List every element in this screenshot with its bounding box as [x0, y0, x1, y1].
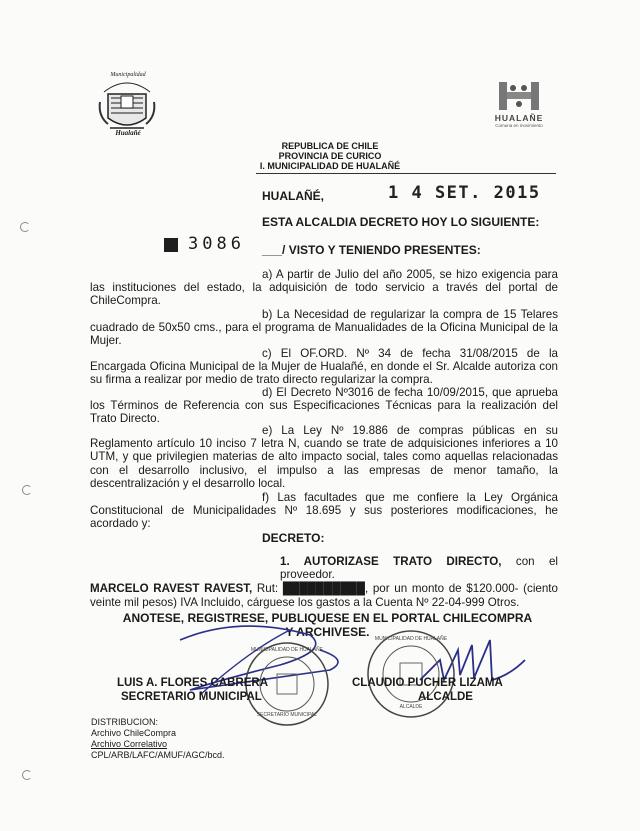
header-municipality: I. MUNICIPALIDAD DE HUALAÑÉ — [259, 161, 401, 171]
mayor-name: CLAUDIO PUCHER LIZAMA — [352, 677, 503, 689]
scan-mark-2 — [22, 485, 32, 495]
resolution-1-body-block — [90, 582, 558, 608]
scan-mark-3 — [22, 770, 32, 780]
decree-intro: ESTA ALCALDIA DECRETO HOY LO SIGUIENTE: — [262, 215, 540, 229]
item-f — [90, 491, 558, 531]
item-d-text: d) El Decreto Nº3016 de fecha 10/09/2015, que aprueba los Términos de Referencia con sus Especificaciones Técnicas para la realización del Trato Directo. — [90, 386, 558, 426]
header-republic: REPUBLICA DE CHILE — [281, 141, 379, 151]
decree-place: HUALAÑÉ, — [262, 189, 324, 203]
item-c — [90, 347, 558, 387]
scan-mark-1 — [20, 222, 30, 232]
item-e-text: e) La Ley Nº 19.886 de compras públicas en su Reglamento artículo 10 inciso 7 letra N, cuando se trate de adquisiciones inferiores a 10 UTM, y que privilegien materias de alto impacto social, tales como aquellas relacionadas con el desarrollo inclusivo, el impulso a las empresas de menor tamaño, la descentralización y el desarrollo local. — [90, 424, 558, 490]
decree-date-stamp: 1 4 SET. 2015 — [388, 183, 541, 203]
provider-name: MARCELO RAVEST RAVEST, — [90, 582, 253, 596]
logo-name: HUALAÑE — [494, 113, 544, 123]
visto-heading: ___/ VISTO Y TENIENDO PRESENTES: — [262, 243, 481, 257]
resolution-1-heading: 1. AUTORIZASE TRATO DIRECTO, — [280, 555, 502, 568]
distribution-title: DISTRIBUCION: — [91, 717, 159, 727]
mayor-title: ALCALDE — [418, 691, 473, 703]
decree-number-stamp — [164, 238, 178, 252]
decreto-heading: DECRETO: — [262, 531, 325, 545]
closing-statement: ANOTESE, REGISTRESE, PUBLIQUESE EN EL PORTAL CHILECOMPRA Y ARCHIVESE. — [122, 611, 533, 639]
secretary-title: SECRETARIO MUNICIPAL — [121, 691, 262, 703]
seal-bottom-text: Hualañé — [115, 129, 141, 137]
item-f-text: f) Las facultades que me confiere la Ley Orgánica Constitucional de Municipalidades Nº 18.695 y sus posteriores modificaciones, he acordado y: — [90, 491, 558, 531]
hualane-logo-icon — [497, 80, 541, 112]
item-a-text: a) A partir de Julio del año 2005, se hizo exigencia para las instituciones del estado, la adquisición de todo servicio a través del portal de ChileCompra. — [90, 268, 558, 308]
item-a — [90, 268, 558, 308]
secretary-stamp-top-text: MUNICIPALIDAD DE HUALAÑE — [250, 647, 324, 653]
secretary-name: LUIS A. FLORES CABRERA — [117, 677, 268, 689]
logo-tagline: Comuna en movimiento — [495, 123, 543, 128]
distribution-line3: CPL/ARB/LAFC/AMUF/AGC/bcd. — [91, 750, 225, 760]
seal-top-text: Municipalidad — [110, 72, 146, 78]
header-divider — [256, 173, 556, 174]
secretary-stamp-bottom-text: SECRETARIO MUNICIPAL — [256, 712, 318, 718]
decree-number: 3086 — [188, 234, 245, 254]
header-province: PROVINCIA DE CURICO — [278, 151, 382, 161]
resolution-1-tail: con el proveedor. — [280, 555, 559, 582]
mayor-stamp-bottom-text: ALCALDE — [399, 704, 423, 710]
distribution-line1: Archivo ChileCompra — [91, 728, 177, 738]
mayor-stamp-top-text: MUNICIPALIDAD DE HUALAÑE — [374, 636, 448, 642]
resolution-1-body: Rut: ██████████, por un monto de $120.000- (ciento veinte mil pesos) IVA Incluido, cárguese los gastos a la Cuenta Nº 22-04-999 Otros. — [90, 582, 558, 609]
item-c-text: c) El OF.ORD. Nº 34 de fecha 31/08/2015 de la Encargada Oficina Municipal de la Mujer de Hualañé, en donde el Sr. Alcalde autoriza con su firma a realizar por medio de trato directo regularizar la compra. — [90, 347, 558, 387]
distribution-line2: Archivo Correlativo — [91, 739, 168, 749]
item-b — [90, 308, 558, 348]
item-b-text: b) La Necesidad de regularizar la compra de 15 Telares cuadrado de 50x50 cms., para el programa de Manualidades de la Oficina Municipal de la Mujer. — [90, 308, 558, 348]
item-d — [90, 386, 558, 426]
resolution-1-first-line — [90, 555, 558, 581]
item-e — [90, 424, 558, 490]
resolution-1 — [90, 555, 558, 609]
